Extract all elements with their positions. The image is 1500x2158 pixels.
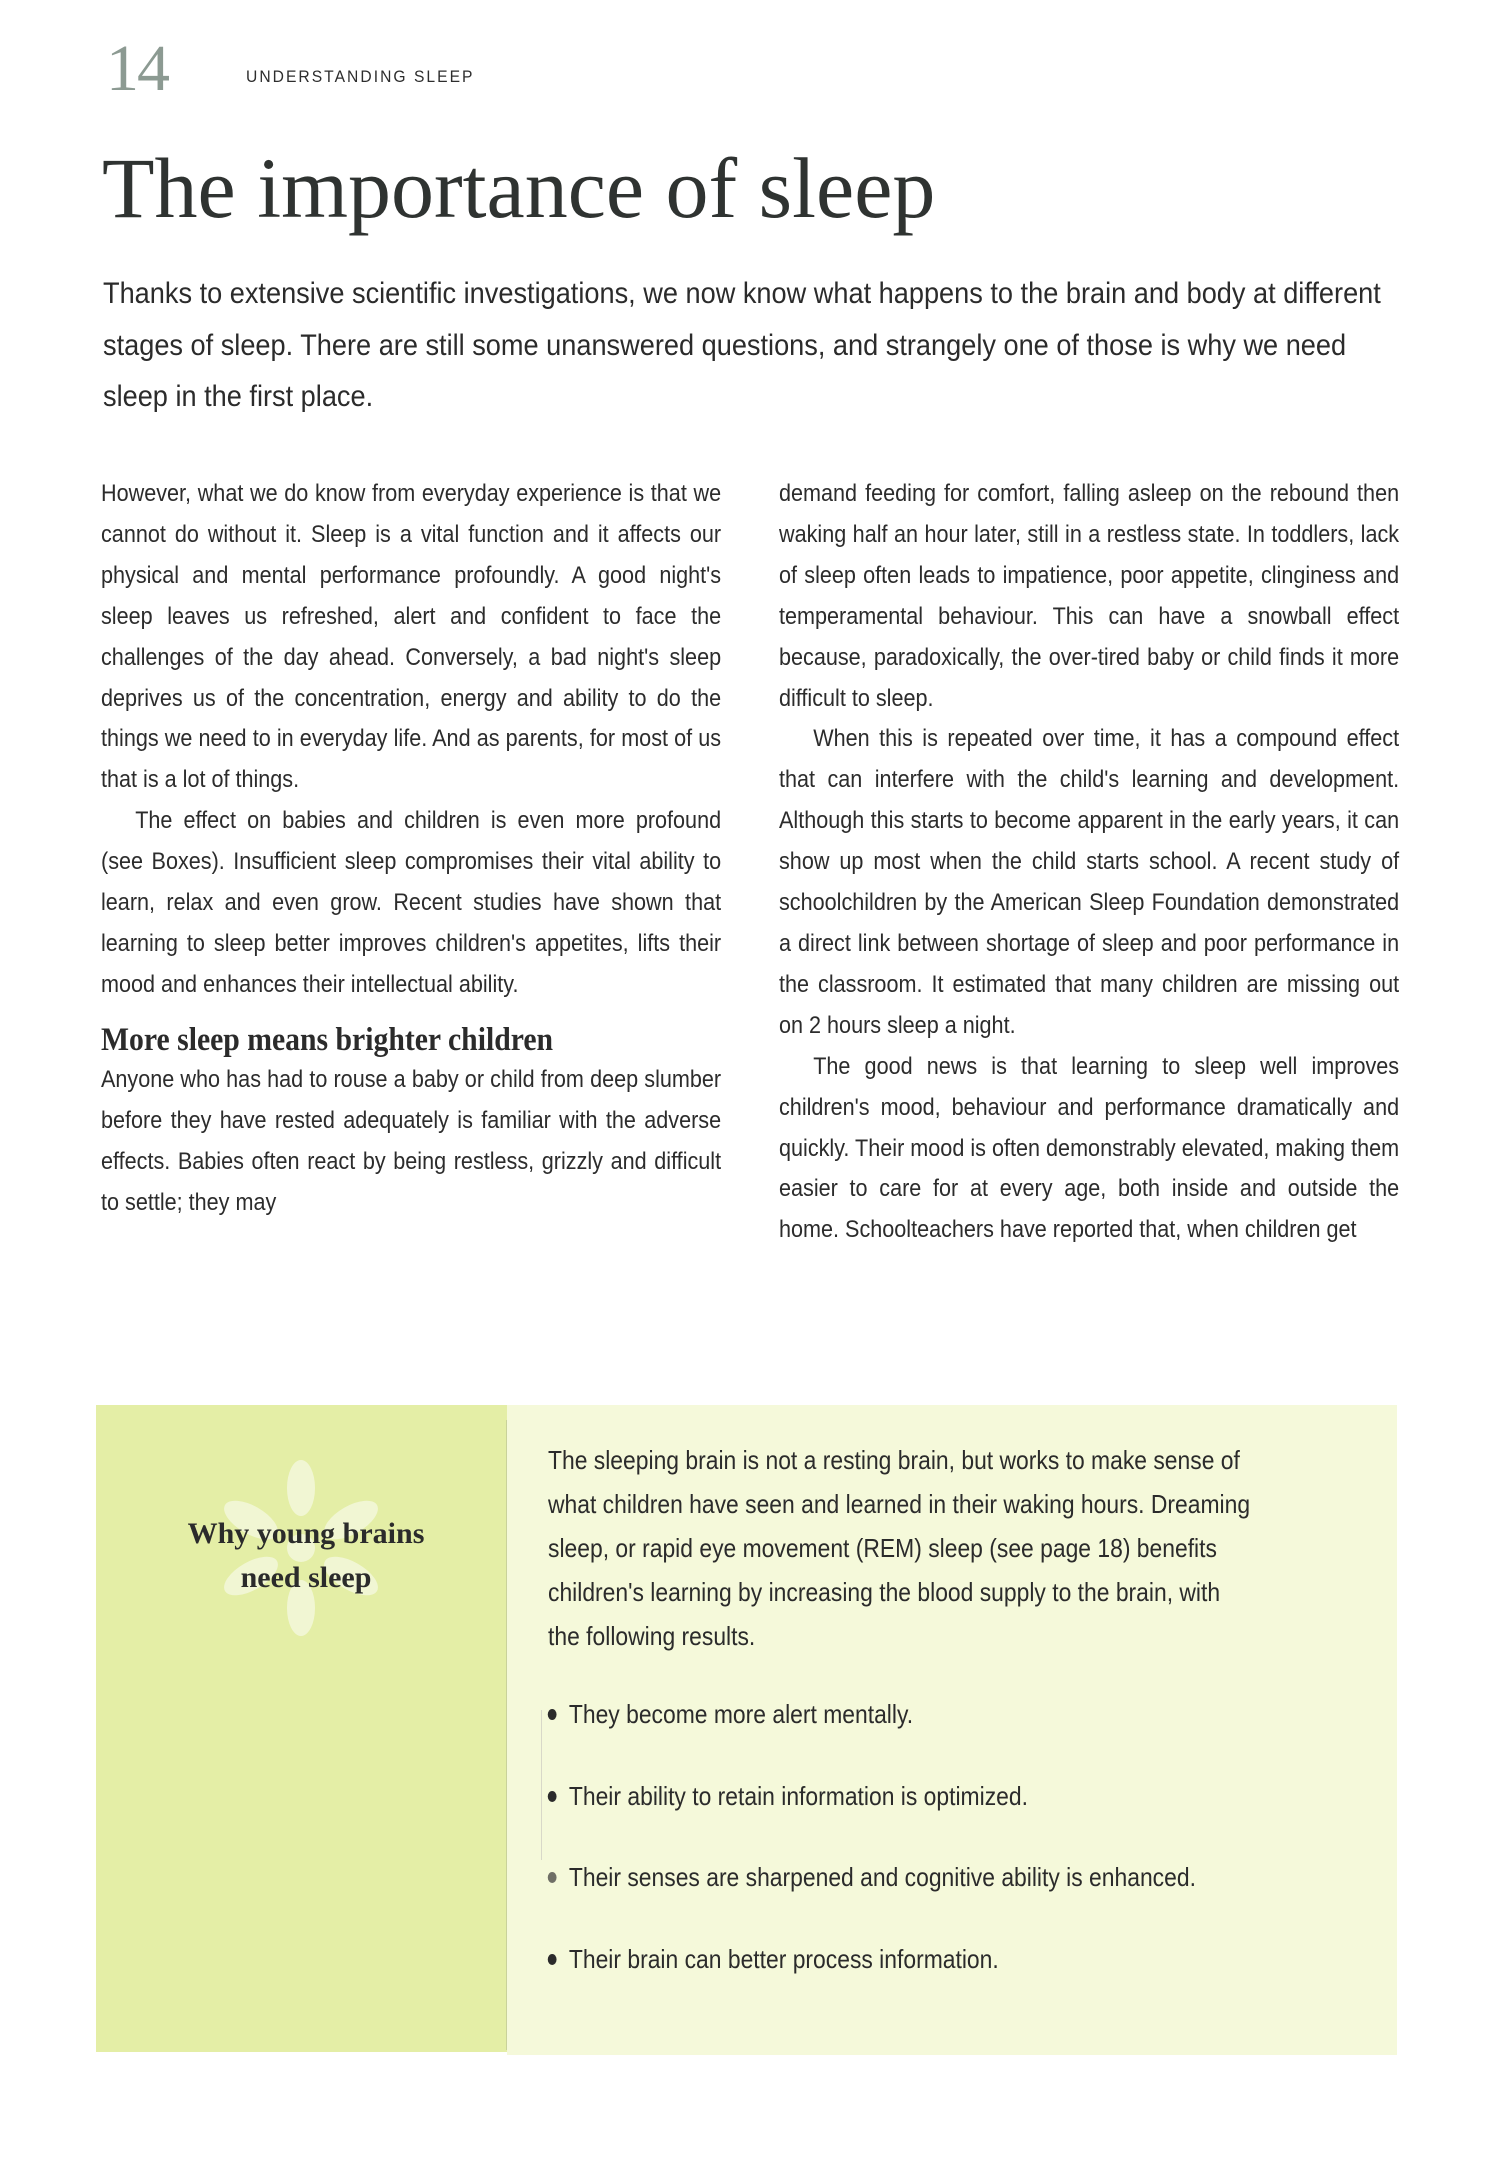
running-head: UNDERSTANDING SLEEP	[246, 67, 475, 86]
benefits-list	[546, 1694, 1373, 2020]
intro-line: The sleeping brain is not a resting brain, but works to make sense of	[548, 1445, 1240, 1475]
list-item-text: They become more alert mentally.	[568, 1699, 914, 1729]
body-paragraph: When this is repeated over time, it has a compound effect that can interfere with the child's learning and development. Although this starts to become apparent in the early years, it can show up most when the child starts school. A recent study of schoolchildren by the American Sleep Foundation demonstrated a direct link between shortage of sleep and poor performance in the classroom. It estimated that many children are missing out on 2 hours sleep a night.	[779, 725, 1400, 1039]
list-item-text: Their ability to retain information is optimized.	[568, 1780, 1028, 1811]
list-item	[546, 1694, 1373, 1776]
bullet-icon	[548, 1954, 557, 1965]
scan-artifact-line	[541, 1710, 542, 1860]
page-number: 14	[106, 32, 168, 105]
list-item	[546, 1857, 1373, 1939]
section-subheading: More sleep means brighter children	[101, 1021, 554, 1058]
feature-box-heading-line: need sleep	[240, 1561, 372, 1594]
bullet-icon	[548, 1872, 557, 1883]
body-paragraph: However, what we do know from everyday experience is that we cannot do without it. Sleep is a vital function and it affects our physical and mental performance profoundly. A good night's sleep leaves us refreshed, alert and confident to face the challenges of the day ahead. Conversely, a bad night's sleep deprives us of the concentration, energy and ability to do the things we need to in everyday life. And as parents, for most of us that is a lot of things.	[101, 480, 722, 794]
body-paragraph: Anyone who has had to rouse a baby or child from deep slumber before they have rested adequately is familiar with the adverse effects. Babies often react by being restless, grizzly and difficult to settle; they may	[101, 1065, 722, 1216]
bullet-icon	[548, 1791, 557, 1802]
scan-artifact-line	[506, 1420, 507, 2050]
intro-line: what children have seen and learned in their waking hours. Dreaming	[548, 1489, 1251, 1519]
list-item-text: Their brain can better process information.	[568, 1943, 999, 1974]
left-column	[101, 474, 721, 1223]
intro-line: the following results.	[548, 1621, 756, 1651]
body-paragraph: demand feeding for comfort, falling asleep on the rebound then waking half an hour later, still in a restless state. In toddlers, lack of sleep often leads to impatience, poor appetite, clinginess and temperamental behaviour. This can have a snowball effect because, paradoxically, the over-tired baby or child finds it more difficult to sleep.	[779, 480, 1400, 712]
body-paragraph: The good news is that learning to sleep well improves children's mood, behaviour and performance dramatically and quickly. Their mood is often demonstrably elevated, making them easier to care for at every age, both inside and outside the home. Schoolteachers have reported that, when children get	[779, 1052, 1400, 1244]
intro-line: children's learning by increasing the blood supply to the brain, with	[548, 1577, 1221, 1607]
list-item	[546, 1776, 1373, 1858]
lead-paragraph: Thanks to extensive scientific investigations, we now know what happens to the brain and body at different stages of sleep. There are still some unanswered questions, and strangely one of those is why we need sleep in the first place.	[103, 277, 1381, 413]
intro-line: sleep, or rapid eye movement (REM) sleep (see page 18) benefits	[548, 1533, 1217, 1563]
right-column	[779, 474, 1399, 1251]
feature-box-heading	[106, 1512, 506, 1600]
list-item-text: Their senses are sharpened and cognitive ability is enhanced.	[568, 1862, 1196, 1892]
list-item	[546, 1939, 1373, 2021]
bullet-icon	[548, 1709, 557, 1720]
body-paragraph: The effect on babies and children is even more profound (see Boxes). Insufficient sleep compromises their vital ability to learn, relax and even grow. Recent studies have shown that learning to sleep better improves children's appetites, lifts their mood and enhances their intellectual ability.	[101, 807, 722, 998]
page-title: The importance of sleep	[102, 140, 936, 236]
feature-box-heading-line: Why young brains	[187, 1517, 425, 1550]
feature-box-intro	[548, 1438, 1322, 1658]
